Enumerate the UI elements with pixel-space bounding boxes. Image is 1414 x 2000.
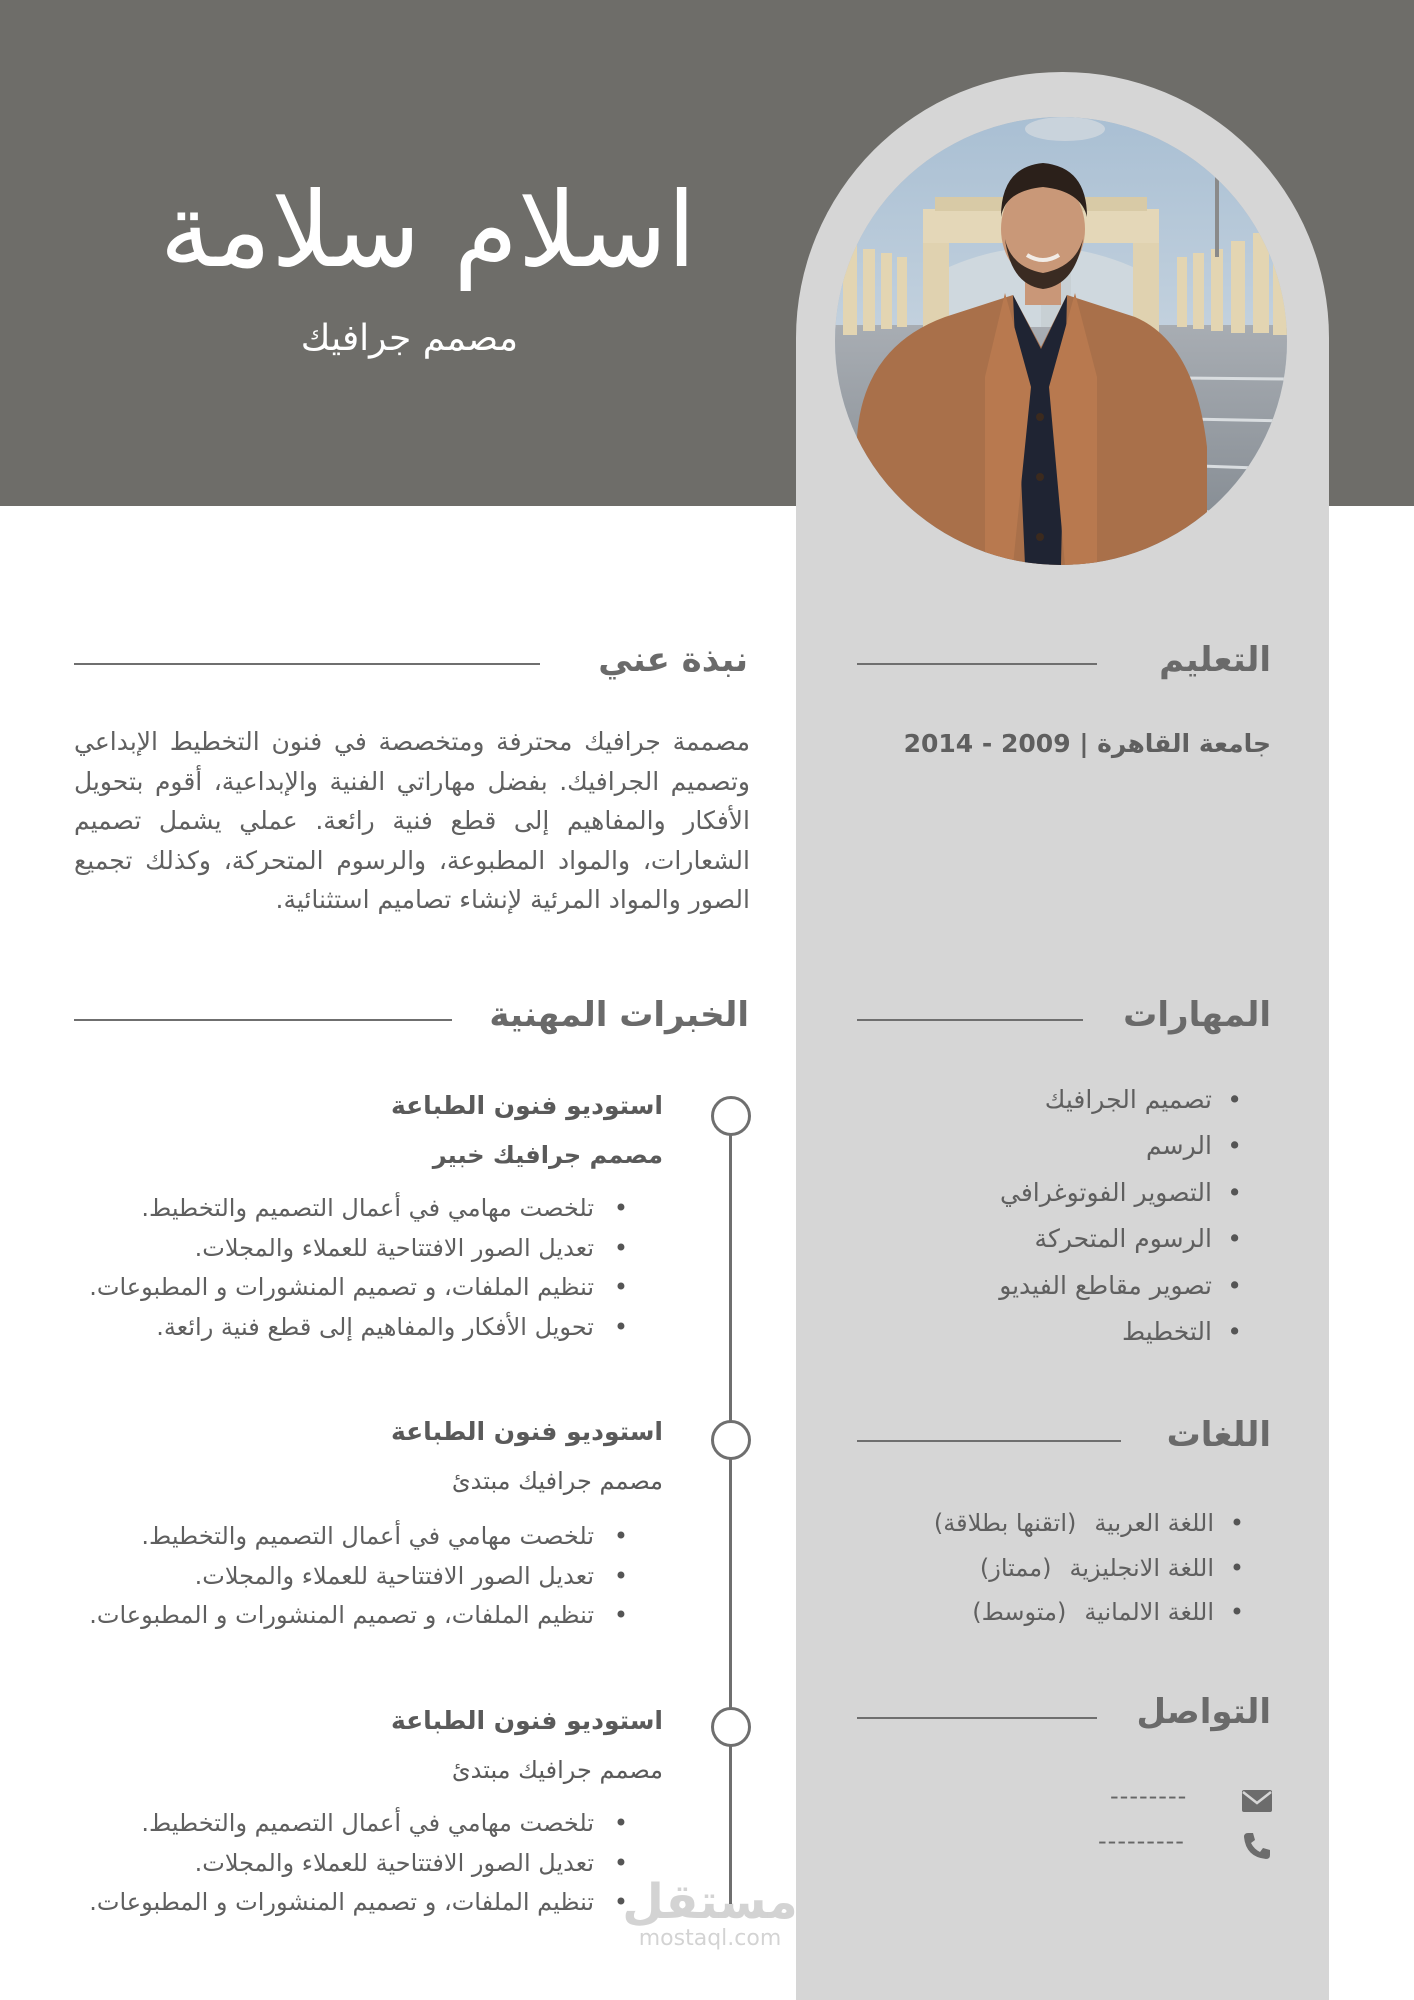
skill-item: • تصميم الجرافيك <box>882 1077 1242 1123</box>
watermark <box>620 1874 800 1958</box>
skills-rule <box>857 1019 1083 1021</box>
about-text: مصممة جرافيك محترفة ومتخصصة في فنون التخطيط الإبداعي وتصميم الجرافيك. بفضل مهاراتي الفنية والإبداعية، أقوم بتحويل الأفكار والمفاهيم إلى قطع فنية رائعة. عملي يشمل تصميم الشعارات، والمواد المطبوعة، والرسوم المتحركة، وكذلك تجميع الصور والمواد المرئية لإنشاء تصاميم استثنائية. <box>74 727 750 914</box>
language-name: اللغة الالمانية <box>1084 1598 1214 1626</box>
language-name: اللغة العربية <box>1094 1509 1214 1537</box>
duty-item: • تنظيم الملفات، و تصميم المنشورات و المطبوعات. <box>108 1268 628 1308</box>
skill-item: • التخطيط <box>882 1309 1242 1355</box>
envelope-icon <box>1242 1790 1272 1812</box>
skill-item: • الرسوم المتحركة <box>882 1216 1242 1262</box>
languages-rule <box>857 1440 1121 1442</box>
job-title: مصمم جرافيك <box>300 318 518 359</box>
profile-photo-illustration <box>835 117 1287 565</box>
about-title: نبذة عني <box>598 640 748 680</box>
duty-item: • تعديل الصور الافتتاحية للعملاء والمجلات. <box>108 1557 628 1597</box>
job-duties <box>89 1804 628 1923</box>
languages-title: اللغات <box>1166 1415 1271 1455</box>
watermark-latin: mostaql.com <box>638 1926 782 1951</box>
profile-photo <box>835 117 1287 565</box>
timeline-line <box>729 1114 732 1904</box>
languages-list <box>824 1501 1244 1635</box>
job-role: مصمم جرافيك خبير <box>432 1141 663 1169</box>
job-company: استوديو فنون الطباعة <box>390 1417 663 1446</box>
duty-item: • تلخصت مهامي في أعمال التصميم والتخطيط. <box>108 1517 628 1557</box>
skill-item: • تصوير مقاطع الفيديو <box>882 1263 1242 1309</box>
contact-title: التواصل <box>1136 1692 1271 1732</box>
job-company: استوديو فنون الطباعة <box>390 1091 663 1120</box>
skill-item: • الرسم <box>882 1123 1242 1169</box>
duty-item: • تعديل الصور الافتتاحية للعملاء والمجلات. <box>108 1844 628 1884</box>
email-value: -------- <box>1110 1782 1188 1810</box>
language-item <box>824 1501 1244 1546</box>
job-role: مصمم جرافيك مبتدئ <box>451 1467 663 1495</box>
language-item <box>824 1590 1244 1635</box>
language-level: (متوسط) <box>972 1598 1067 1626</box>
skill-item: • التصوير الفوتوغرافي <box>882 1170 1242 1216</box>
language-level: (ممتاز) <box>979 1553 1052 1582</box>
language-name: اللغة الانجليزية <box>1069 1553 1214 1582</box>
phone-value: --------- <box>1098 1827 1185 1855</box>
skills-title: المهارات <box>1123 995 1271 1035</box>
job-duties <box>89 1517 628 1636</box>
job-role: مصمم جرافيك مبتدئ <box>451 1756 663 1784</box>
education-rule <box>857 663 1097 665</box>
duty-item: • تحويل الأفكار والمفاهيم إلى قطع فنية رائعة. <box>108 1308 628 1348</box>
watermark-arabic: مستقل <box>622 1874 798 1930</box>
education-title: التعليم <box>1159 640 1271 680</box>
experience-rule <box>74 1019 452 1021</box>
duty-item: • تلخصت مهامي في أعمال التصميم والتخطيط. <box>108 1804 628 1844</box>
phone-icon <box>1242 1831 1272 1861</box>
contact-rule <box>857 1717 1097 1719</box>
education-entry: جامعة القاهرة | 2009 - 2014 <box>903 729 1271 758</box>
duty-item: • تعديل الصور الافتتاحية للعملاء والمجلات. <box>108 1229 628 1269</box>
job-duties <box>89 1189 628 1347</box>
duty-item: • تنظيم الملفات، و تصميم المنشورات و المطبوعات. <box>108 1883 628 1923</box>
person-name: اسلام سلامة <box>159 169 696 291</box>
experience-title: الخبرات المهنية <box>489 995 749 1035</box>
language-level: (اتقنها بطلاقة) <box>933 1509 1077 1537</box>
duty-item: • تنظيم الملفات، و تصميم المنشورات و المطبوعات. <box>108 1596 628 1636</box>
skills-list <box>882 1077 1242 1355</box>
about-rule <box>74 663 540 665</box>
duty-item: • تلخصت مهامي في أعمال التصميم والتخطيط. <box>108 1189 628 1229</box>
language-item <box>824 1546 1244 1591</box>
timeline-dot <box>711 1707 751 1747</box>
timeline-dot <box>711 1096 751 1136</box>
timeline-dot <box>711 1420 751 1460</box>
job-company: استوديو فنون الطباعة <box>390 1706 663 1735</box>
